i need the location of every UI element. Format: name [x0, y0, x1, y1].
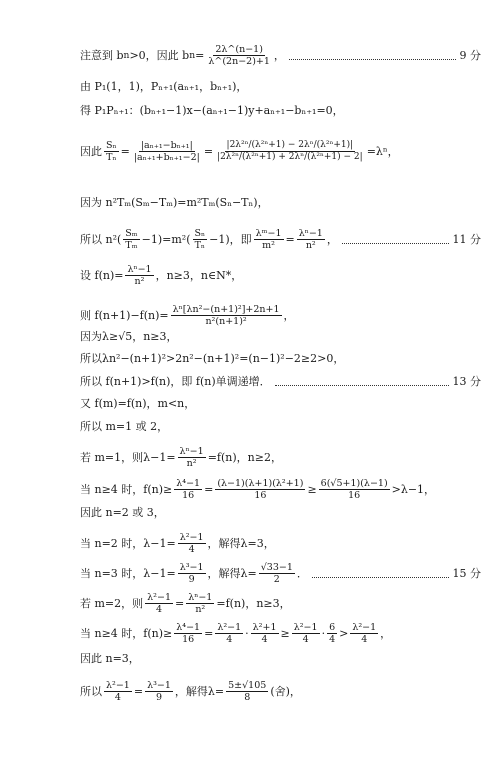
denominator: 16	[254, 490, 267, 501]
fraction	[104, 680, 132, 703]
text: 若 m=1，则λ−1=	[80, 450, 176, 464]
line-3	[80, 104, 481, 118]
line-9	[80, 330, 481, 344]
denominator: 4	[114, 692, 121, 703]
text: 因此	[80, 144, 102, 158]
fraction	[327, 622, 337, 645]
fraction	[125, 264, 153, 287]
denominator: n²	[195, 604, 206, 615]
fraction	[254, 228, 284, 251]
numerator: λⁿ−1	[179, 446, 204, 457]
denominator: n²(n+1)²	[205, 316, 247, 327]
text: ≥	[280, 626, 290, 640]
fraction	[145, 680, 173, 703]
score-label: 13 分	[452, 375, 481, 388]
line-10	[80, 352, 481, 366]
text: −1)，即	[209, 232, 252, 246]
denominator: 9	[188, 574, 195, 585]
numerator: Sₙ	[194, 228, 206, 239]
fraction	[215, 140, 365, 163]
denominator: 16	[182, 490, 195, 501]
text: 所以	[80, 684, 102, 698]
text: 当 n≥4 时，f(n)≥	[80, 626, 173, 640]
text: >λ−1，	[391, 482, 436, 496]
numerator: 6(√5+1)(λ−1)	[320, 478, 388, 489]
text: 因此 n=3，	[80, 652, 140, 665]
fraction	[215, 622, 243, 645]
text: ，解得λ=	[174, 684, 225, 698]
line-17	[80, 532, 481, 555]
denominator: λ^(2n−2)+1	[208, 56, 270, 67]
text: 若 m=2，则	[80, 596, 144, 610]
denominator: 2	[273, 574, 280, 585]
numerator: λ²−1	[217, 622, 242, 633]
denominator: 4	[261, 634, 268, 645]
numerator: Sₘ	[125, 228, 138, 239]
numerator: λⁿ−1	[188, 592, 213, 603]
text: 所以 n²(	[80, 232, 122, 246]
text: 当 n≥4 时，f(n)≥	[80, 482, 173, 496]
text: =	[195, 48, 205, 62]
text: 因此 n=2 或 3，	[80, 506, 165, 519]
denominator: 8	[244, 692, 251, 703]
fraction	[132, 140, 202, 163]
denominator: 16	[182, 634, 195, 645]
text: 又 f(m)=f(n)，m<n，	[80, 397, 196, 410]
line-2	[80, 80, 481, 94]
denominator: 4	[302, 634, 309, 645]
fraction	[145, 592, 173, 615]
numerator: λᵐ−1	[255, 228, 282, 239]
numerator: |2λ²ⁿ/(λ²ⁿ+1) − 2λⁿ/(λ²ⁿ+1)|	[226, 140, 354, 150]
line-14	[80, 446, 481, 469]
text: ，	[273, 48, 285, 62]
numerator: λ²−1	[147, 592, 171, 603]
text: −1)=m²(	[141, 232, 191, 246]
line-18	[80, 562, 481, 585]
text: ，解得λ=	[207, 566, 257, 580]
denominator: n²	[134, 276, 145, 287]
denominator: 4	[329, 634, 336, 645]
text: 所以 m=1 或 2，	[80, 420, 169, 433]
text: 当 n=2 时，λ−1=	[80, 536, 176, 550]
text: =λⁿ，	[366, 144, 399, 158]
denominator: 4	[226, 634, 233, 645]
line-12	[80, 397, 481, 411]
fraction	[186, 592, 214, 615]
fraction	[174, 478, 202, 501]
text: n	[189, 49, 196, 61]
text: =f(n)，n≥3，	[216, 596, 291, 610]
text: ，n≥3，n∈N*，	[155, 268, 243, 282]
numerator: 2λ^(n−1)	[215, 44, 263, 55]
text: >0，因此 b	[129, 48, 190, 62]
numerator: λ²−1	[179, 532, 204, 543]
denominator: Tₙ	[194, 240, 206, 251]
text: ，	[326, 232, 338, 246]
denominator: n²	[305, 240, 316, 251]
line-11	[80, 375, 481, 389]
numerator: λ³−1	[147, 680, 171, 691]
fraction	[215, 478, 305, 501]
fraction	[104, 140, 119, 163]
text: =	[285, 232, 295, 246]
fraction	[350, 622, 378, 645]
line-8	[80, 304, 481, 327]
text: =	[175, 596, 185, 610]
fraction	[123, 228, 139, 251]
score-label: 15 分	[452, 566, 481, 580]
numerator: 5±√105	[228, 680, 267, 691]
fraction	[251, 622, 279, 645]
denominator: m²	[262, 240, 275, 251]
score-label: 11 分	[452, 232, 481, 246]
line-19	[80, 592, 481, 615]
denominator: 4	[156, 604, 163, 615]
numerator: λⁿ[λn²−(n+1)²]+2n+1	[172, 304, 280, 315]
denominator: 4	[188, 544, 195, 555]
text: ·	[245, 626, 249, 640]
fraction	[206, 44, 272, 67]
numerator: (λ−1)(λ+1)(λ²+1)	[217, 478, 304, 489]
denominator: |2λ²ⁿ/(λ²ⁿ+1) + 2λⁿ/(λ²ⁿ+1) − 2|	[217, 152, 363, 162]
text: 因为 n²Tₘ(Sₘ−Tₘ)=m²Tₘ(Sₙ−Tₙ)，	[80, 196, 269, 209]
line-22	[80, 680, 481, 703]
numerator: λⁿ−1	[298, 228, 323, 239]
dot-leader	[289, 52, 456, 60]
numerator: λ⁴−1	[176, 478, 201, 489]
text: >	[339, 626, 349, 640]
text: ，	[283, 308, 295, 322]
numerator: λⁿ−1	[127, 264, 152, 275]
dot-leader	[342, 236, 449, 244]
numerator: 6	[329, 622, 336, 633]
text: =	[204, 626, 214, 640]
fraction	[178, 532, 206, 555]
fraction	[259, 562, 295, 585]
fraction	[292, 622, 320, 645]
numerator: √33−1	[260, 562, 293, 573]
line-16	[80, 506, 481, 520]
line-21	[80, 652, 481, 666]
text: 设 f(n)=	[80, 268, 124, 282]
text: =	[120, 144, 130, 158]
numerator: λ³−1	[179, 562, 204, 573]
text: =	[204, 482, 214, 496]
fraction	[174, 622, 202, 645]
numerator: λ²−1	[352, 622, 377, 633]
text: 所以λn²−(n+1)²>2n²−(n+1)²=(n−1)²−2≥2>0，	[80, 352, 345, 365]
denominator: Tₘ	[125, 240, 138, 251]
fraction	[178, 562, 206, 585]
fraction	[319, 478, 390, 501]
text: (舍)，	[270, 684, 301, 698]
text: =f(n)，n≥2，	[207, 450, 282, 464]
denominator: Tₙ	[106, 152, 117, 163]
fraction	[297, 228, 325, 251]
numerator: λ⁴−1	[176, 622, 201, 633]
text: ·	[321, 626, 326, 640]
text: ．	[296, 566, 308, 580]
text: 因为λ≥√5，n≥3，	[80, 330, 178, 343]
numerator: λ²+1	[252, 622, 277, 633]
numerator: λ²−1	[293, 622, 318, 633]
text: 所以 f(n+1)>f(n)，即 f(n)单调递增．	[80, 375, 271, 388]
text: 得 P₁Pₙ₊₁：(bₙ₊₁−1)x−(aₙ₊₁−1)y+aₙ₊₁−bₙ₊₁=0，	[80, 104, 344, 117]
text: 则 f(n+1)−f(n)=	[80, 308, 169, 322]
dot-leader	[275, 378, 449, 386]
denominator: 9	[155, 692, 162, 703]
dot-leader	[312, 570, 449, 578]
text: ，解得λ=3，	[207, 536, 275, 550]
line-20	[80, 622, 481, 645]
numerator: λ²−1	[106, 680, 130, 691]
line-5	[80, 196, 481, 210]
fraction	[226, 680, 268, 703]
text: ，	[380, 626, 392, 640]
text: n	[123, 49, 130, 61]
text: ≥	[307, 482, 317, 496]
fraction	[193, 228, 208, 251]
line-13	[80, 420, 481, 434]
line-4	[80, 140, 481, 163]
denominator: 16	[348, 490, 361, 501]
numerator: Sₙ	[106, 140, 117, 151]
line-7	[80, 264, 481, 287]
fraction	[178, 446, 206, 469]
text: =	[133, 684, 144, 698]
text: 由 P₁(1，1)，Pₙ₊₁(aₙ₊₁，bₙ₊₁)，	[80, 80, 248, 93]
text: 注意到 b	[80, 48, 124, 62]
text: =	[203, 144, 214, 158]
text: 当 n=3 时，λ−1=	[80, 566, 176, 580]
fraction	[171, 304, 282, 327]
line-6	[80, 228, 481, 251]
denominator: n²	[186, 458, 197, 469]
score-label: 9 分	[459, 48, 481, 62]
line-15	[80, 478, 481, 501]
numerator: |aₙ₊₁−bₙ₊₁|	[140, 140, 193, 151]
line-1	[80, 44, 481, 67]
denominator: |aₙ₊₁+bₙ₊₁−2|	[133, 152, 200, 163]
denominator: 4	[361, 634, 368, 645]
